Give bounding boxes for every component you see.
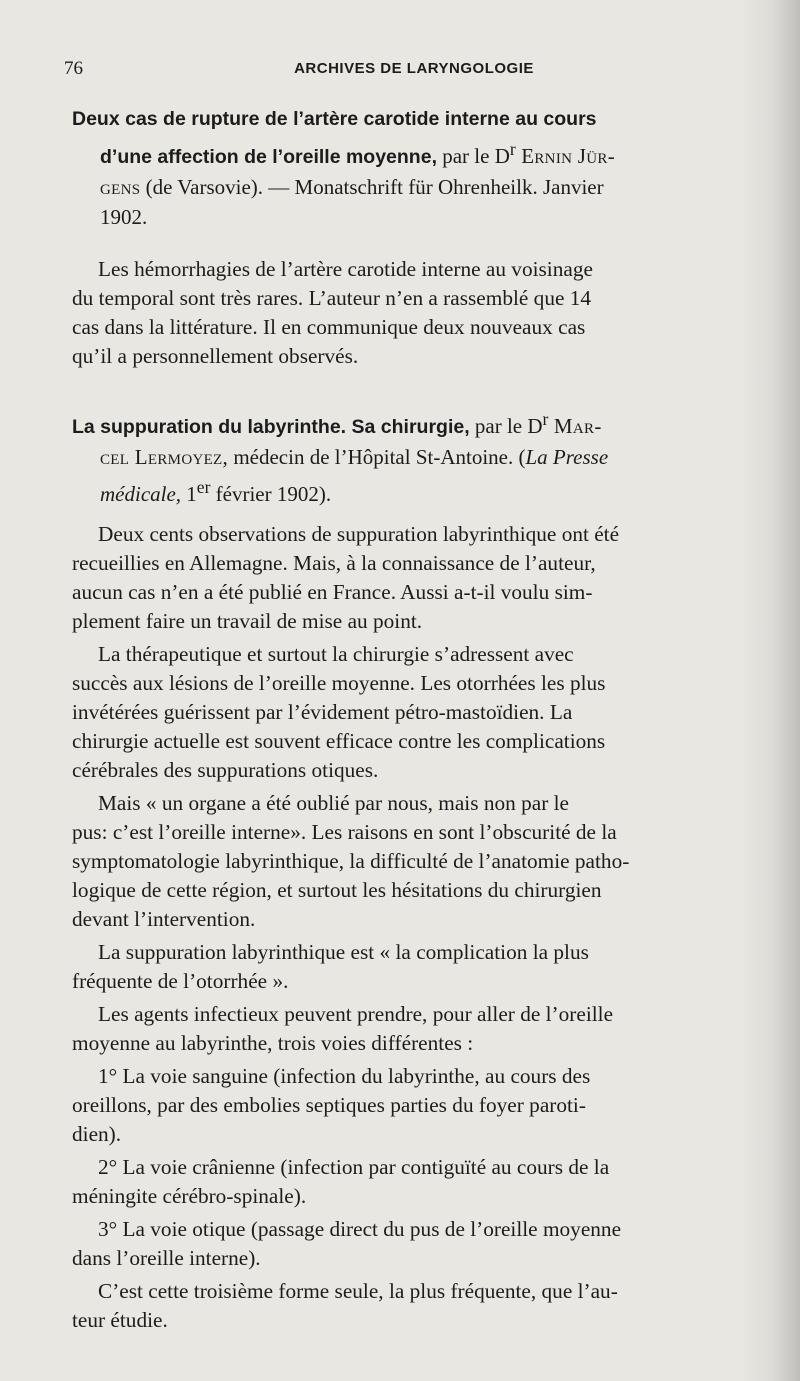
article2-title-line: La suppuration du labyrinthe. Sa chirurgie, par le $D^r$ Mar- (72, 409, 602, 438)
article1-summary (72, 255, 758, 371)
text-line: fréquente de l’otorrhée ». (72, 969, 289, 993)
text-line: La thérapeutique et surtout la chirurgie s’adressent avec (98, 642, 574, 666)
article1-year: 1902. (100, 205, 148, 229)
text-line: plement faire un travail de mise au point. (72, 609, 423, 633)
article1-reference (72, 103, 758, 232)
article1-paragraph (72, 255, 758, 371)
text-line: dien). (72, 1122, 122, 1146)
text-line: 2° La voie crânienne (infection par contiguïté au cours de la (98, 1155, 610, 1179)
article1-title-line2: d’une affection de l’oreille moyenne, par le $D^r$ Ernin Jür- (100, 139, 615, 168)
page-number: 76 (64, 58, 83, 79)
paragraph (72, 1000, 758, 1058)
text-line: succès aux lésions de l’oreille moyenne. Les otorrhées les plus (72, 671, 606, 695)
text-line: moyenne au labyrinthe, trois voies différentes : (72, 1031, 474, 1055)
text-line: qu’il a personnellement observés. (72, 344, 359, 368)
text-line: pus: c’est l’oreille interne». Les raisons en sont l’obscurité de la (72, 820, 617, 844)
text-line: cas dans la littérature. Il en communique deux nouveaux cas (72, 315, 586, 339)
article2-date-line: médicale, 1er février 1902). (100, 477, 332, 506)
text-line: devant l’intervention. (72, 907, 256, 931)
text-line: du temporal sont très rares. L’auteur n’en a rassemblé que 14 (72, 286, 592, 310)
paragraph (72, 640, 758, 785)
text-line: 3° La voie otique (passage direct du pus de l’oreille moyenne (98, 1217, 622, 1241)
article1-source-line: gens (de Varsovie). — Monatschrift für Ohrenheilk. Janvier (100, 175, 604, 199)
running-title: ARCHIVES DE LARYNGOLOGIE (294, 60, 534, 77)
article1-author: Ernin Jür- (515, 144, 615, 168)
text-line: logique de cette région, et surtout les hésitations du chirurgien (72, 878, 602, 902)
text-line: méningite cérébro-spinale). (72, 1184, 307, 1208)
article1-title-line1: Deux cas de rupture de l’artère carotide interne au cours (72, 108, 597, 130)
page-header (64, 58, 764, 84)
text-line: C’est cette troisième forme seule, la plus fréquente, que l’au- (98, 1279, 618, 1303)
text-line: cérébrales des suppurations otiques. (72, 758, 379, 782)
text-line: Les agents infectieux peuvent prendre, pour aller de l’oreille (98, 1002, 614, 1026)
paragraph (72, 938, 758, 996)
text-line: dans l’oreille interne). (72, 1246, 261, 1270)
text-line: Deux cents observations de suppuration labyrinthique ont été (98, 522, 620, 546)
text-line: recueillies en Allemagne. Mais, à la connaissance de l’auteur, (72, 551, 596, 575)
article2-author-line: cel Lermoyez, médecin de l’Hôpital St-Antoine. (La Presse (100, 445, 609, 469)
paragraph (72, 789, 758, 934)
article2-summary (72, 520, 758, 1335)
text-line: invétérées guérissent par l’évidement pétro-mastoïdien. La (72, 700, 573, 724)
text-line: Mais « un organe a été oublié par nous, mais non par le (98, 791, 569, 815)
text-line: aucun cas n’en a été publié en France. Aussi a-t-il voulu sim- (72, 580, 593, 604)
paragraph (72, 1277, 758, 1335)
text-line: teur étudie. (72, 1308, 168, 1332)
article2-reference (72, 404, 758, 509)
text-line: oreillons, par des embolies septiques parties du foyer paroti- (72, 1093, 586, 1117)
paragraph (72, 1215, 758, 1273)
text-line: chirurgie actuelle est souvent efficace contre les complications (72, 729, 606, 753)
paragraph (72, 520, 758, 636)
text-line: Les hémorrhagies de l’artère carotide interne au voisinage (98, 257, 593, 281)
text-line: La suppuration labyrinthique est « la complication la plus (98, 940, 589, 964)
paragraph (72, 1153, 758, 1211)
paragraph (72, 1062, 758, 1149)
text-line: symptomatologie labyrinthique, la difficulté de l’anatomie patho- (72, 849, 630, 873)
text-line: 1° La voie sanguine (infection du labyrinthe, au cours des (98, 1064, 591, 1088)
